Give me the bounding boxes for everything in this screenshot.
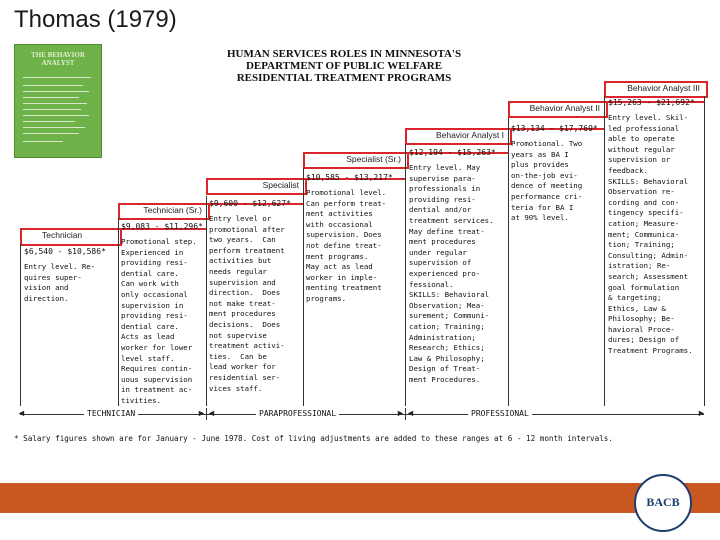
document-header-line-2: DEPARTMENT OF PUBLIC WELFARE (245, 60, 443, 72)
document-header-line-1: HUMAN SERVICES ROLES IN MINNESOTA'S (226, 48, 462, 60)
ladder-label-behavior-analyst-1: Behavior Analyst I (435, 130, 504, 140)
salary-behavior-analyst-1: $12,194 - $15,263* (409, 148, 496, 157)
band-arrow-icon: ◄ (406, 408, 415, 418)
journal-cover-title: THE BEHAVIOR ANALYST (31, 51, 85, 67)
description-technician-sr: Promotional step. Experienced in providing resi- dential care. Can work with only occasional supervision in providing resi- dential care. Acts as lead worker for lower level staff. Requires contin- uous supervision in treatment ac- tivities. (121, 237, 197, 405)
salary-specialist: $9,600 - $12,627* (209, 199, 291, 208)
bacb-logo (634, 474, 692, 532)
band-label-paraprofessional: PARAPROFESSIONAL (256, 409, 339, 418)
footer-bar (0, 483, 720, 513)
description-specialist-sr: Promotional level. Can perform treat- ment activities with occasional supervision. Does not define treat- ment programs. May act as lead worker in imple- menting treatment programs. (306, 188, 387, 303)
ladder-label-specialist-sr: Specialist (Sr.) (346, 154, 401, 164)
salary-behavior-analyst-2: $13,134 - $17,769* (511, 124, 598, 133)
ladder-label-specialist: Specialist (262, 180, 299, 190)
slide-title: Thomas (1979) (14, 6, 177, 33)
salary-specialist-sr: $10,585 - $13,217* (306, 173, 393, 182)
bacb-logo-text: BACB (646, 495, 680, 509)
ladder-label-behavior-analyst-2: Behavior Analyst II (529, 103, 600, 113)
ladder-label-technician-sr: Technician (Sr.) (143, 205, 202, 215)
band-label-professional: PROFESSIONAL (468, 409, 532, 418)
document-header-line-3: RESIDENTIAL TREATMENT PROGRAMS (236, 72, 452, 84)
document-header (200, 48, 488, 84)
salary-technician: $6,540 - $10,586* (24, 247, 106, 256)
description-behavior-analyst-2: Promotional. Two years as BA I plus provides on-the-job evi- dence of meeting performance cri- teria for BA I at 90% level. (511, 139, 583, 223)
band-arrow-icon: ◄ (207, 408, 216, 418)
band-arrow-left-icon: ◄ (17, 408, 26, 418)
ladder-label-behavior-analyst-3: Behavior Analyst III (627, 83, 700, 93)
description-behavior-analyst-3: Entry level. Skil- led professional able to operate without regular supervision or feedback. SKILLS: Behavioral Observation re- cording and con- tingency specifi- cation; Measure- ment; Communica- tion; Training; Consulting; Admin- istration; Re- search; Assessment goal formulation & targeting; Ethics, Law & Philosophy; Be- havioral Proce- dures; Design of Treatment Programs. (608, 113, 693, 356)
band-arrow-right-icon: ► (697, 408, 706, 418)
journal-cover-image (14, 44, 102, 158)
salary-technician-sr: $9,083 - $11,296* (121, 222, 203, 231)
description-specialist: Entry level or promotional after two years. Can perform treatment activities but needs regular supervision and direction. Does not make treat- ment procedures decisions. Does not supervise treatment activi- ties. Can be lead worker for residential ser- vices staff. (209, 214, 285, 393)
description-technician: Entry level. Re- quires super- vision and direction. (24, 262, 96, 303)
band-arrow-icon: ► (197, 408, 206, 418)
ladder-label-technician: Technician (42, 230, 83, 240)
band-label-technician: TECHNICIAN (84, 409, 138, 418)
description-behavior-analyst-1: Entry level. May supervise para- professionals in providing resi- dential and/or treatment services. May define treat- ment procedures under regular supervision of experienced pro- fessional. SKILLS: Behavioral Observation; Mea- surement; Communi- cation; Training; Administration; Research; Ethics; Law & Philosophy; Design of Treat- ment Procedures. (409, 163, 494, 384)
salary-behavior-analyst-3: $15,263 - $21,692* (608, 98, 695, 107)
salary-footnote: * Salary figures shown are for January - June 1978. Cost of living adjustments are added to these ranges at 6 - 12 month intervals. (14, 434, 613, 443)
band-arrow-icon: ► (396, 408, 405, 418)
